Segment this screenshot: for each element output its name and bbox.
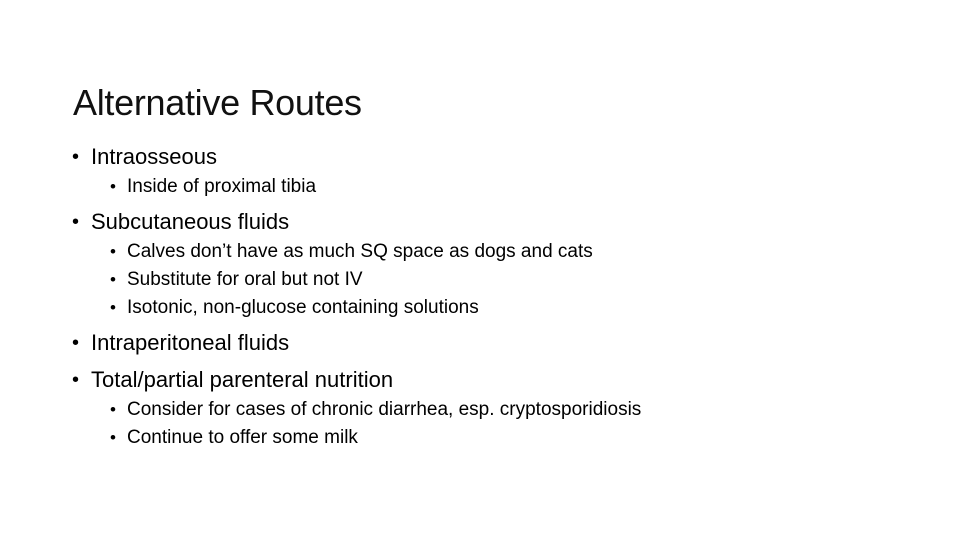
bullet-item (72, 329, 932, 357)
sub-bullet-text: Consider for cases of chronic diarrhea, esp. cryptosporidiosis (127, 399, 642, 420)
bullet-icon: • (72, 332, 80, 354)
sub-bullet-text: Calves don’t have as much SQ space as dogs and cats (127, 241, 593, 262)
bullet-icon: • (110, 298, 116, 317)
slide-title: Alternative Routes (73, 82, 362, 123)
sub-bullet-text: Isotonic, non-glucose containing solutions (127, 297, 479, 318)
bullet-icon: • (110, 428, 116, 447)
sub-bullet-item (72, 268, 932, 292)
bullet-item (72, 143, 932, 171)
sub-bullet-item (72, 426, 932, 450)
sub-bullet-item (72, 398, 932, 422)
bullet-icon: • (72, 211, 80, 233)
sub-bullet-text: Continue to offer some milk (127, 427, 358, 448)
sub-bullet-item (72, 240, 932, 264)
sub-bullet-text: Inside of proximal tibia (127, 176, 317, 197)
bullet-list (72, 143, 932, 450)
bullet-icon: • (72, 369, 80, 391)
bullet-item (72, 208, 932, 236)
bullet-text: Intraosseous (91, 144, 217, 169)
bullet-icon: • (110, 270, 116, 289)
sub-bullet-text: Substitute for oral but not IV (127, 269, 363, 290)
bullet-text: Total/partial parenteral nutrition (91, 367, 394, 392)
bullet-icon: • (110, 177, 116, 196)
bullet-item (72, 366, 932, 394)
sub-bullet-item (72, 175, 932, 199)
bullet-icon: • (72, 146, 80, 168)
sub-bullet-item (72, 296, 932, 320)
bullet-icon: • (110, 242, 116, 261)
bullet-text: Intraperitoneal fluids (91, 330, 290, 355)
bullet-icon: • (110, 400, 116, 419)
bullet-text: Subcutaneous fluids (91, 209, 290, 234)
